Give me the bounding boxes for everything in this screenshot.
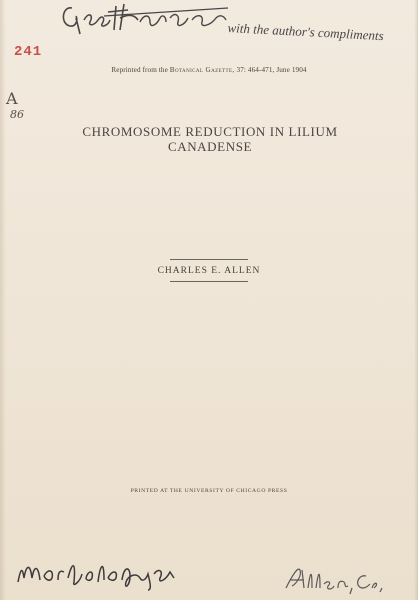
author-name: CHARLES E. ALLEN	[157, 266, 261, 276]
handwritten-inscription	[58, 0, 408, 50]
reprint-citation	[0, 66, 418, 74]
right-edge-shadow	[414, 0, 418, 600]
bottom-right-handwriting	[282, 562, 392, 596]
article-title	[50, 124, 370, 154]
journal-name: Botanical Gazette,	[169, 66, 235, 74]
shelf-mark-number: 86	[10, 108, 24, 121]
title-line-1: CHROMOSOME REDUCTION IN LILIUM	[82, 124, 338, 139]
printer-imprint: PRINTED AT THE UNIVERSITY OF CHICAGO PRESS	[130, 488, 288, 494]
shelf-mark	[6, 90, 28, 122]
shelf-mark-letter: A	[6, 89, 18, 108]
author-rule-bottom	[170, 281, 248, 282]
author-rule-top	[170, 259, 248, 260]
top-signature-scrawl	[58, 0, 238, 40]
bottom-left-handwriting	[14, 552, 184, 592]
author-compliments-note: with the author's compliments	[227, 20, 385, 44]
title-line-2: CANADENSE	[167, 139, 253, 154]
reprint-prefix: Reprinted from the	[111, 66, 168, 74]
catalog-number-stamp: 241	[14, 44, 43, 60]
journal-citation: 37: 464-471, June 1904	[236, 66, 307, 74]
